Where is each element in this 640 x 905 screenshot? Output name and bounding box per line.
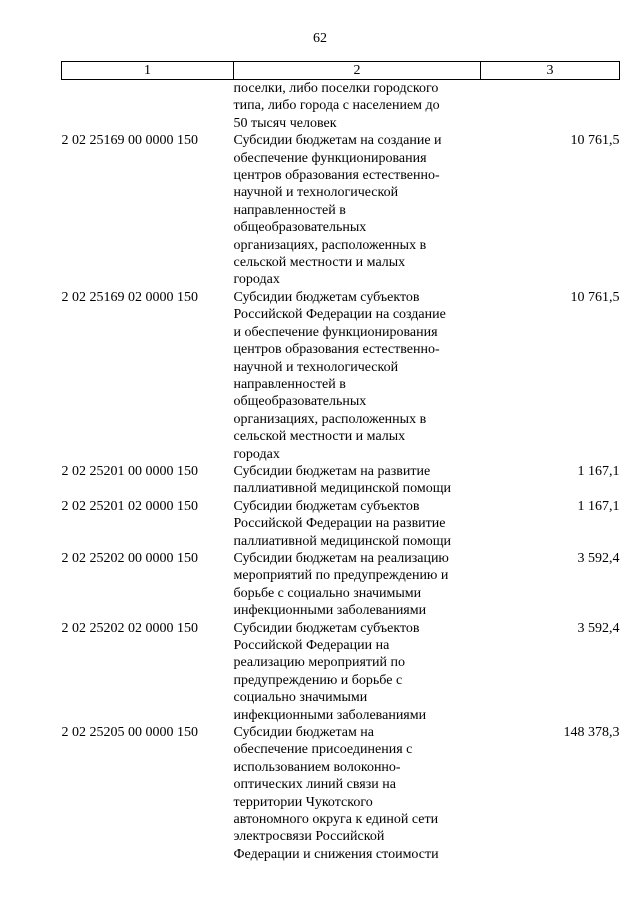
description-line: организациях, расположенных в	[233, 237, 427, 253]
description-line: Российской Федерации на	[233, 638, 390, 653]
description-line: центров образования естественно-	[233, 168, 440, 184]
description-line: типа, либо города с населением до	[233, 98, 440, 114]
description-line: Федерации и снижения стоимости	[233, 846, 439, 862]
budget-code	[62, 80, 234, 133]
amount: 10 761,5	[570, 289, 620, 305]
description-line: автономного округа к единой сети	[233, 812, 439, 828]
table-row	[62, 498, 620, 550]
description-line: общеобразовательных	[233, 394, 367, 410]
description-line: Субсидии бюджетам субъектов	[233, 620, 420, 636]
description-line: центров образования естественно-	[233, 342, 440, 358]
description-cell	[234, 132, 481, 289]
budget-table	[61, 61, 620, 863]
description-cell	[234, 498, 481, 550]
description-line: направленностей в	[233, 202, 346, 218]
description-line: Субсидии бюджетам на реализацию	[233, 550, 449, 566]
description-cell	[234, 463, 481, 498]
budget-code: 2 02 25205 00 0000 150	[61, 725, 198, 741]
table-row	[62, 724, 620, 863]
description-line: городах	[233, 446, 280, 462]
description-cell	[234, 724, 481, 863]
amount	[481, 80, 620, 133]
description-line: паллиативной медицинской помощи	[233, 481, 451, 497]
description-line: Субсидии бюджетам на развитие	[233, 463, 431, 479]
description-cell	[234, 620, 481, 724]
description-line: предупреждению и борьбе с	[233, 672, 403, 688]
table-row	[62, 80, 620, 133]
description-line: Субсидии бюджетам на создание и	[233, 133, 442, 149]
description-line: инфекционными заболеваниями	[233, 603, 427, 619]
table-row	[62, 463, 620, 498]
description-line: городах	[233, 272, 280, 288]
table-header	[62, 62, 620, 80]
description-line: Российской Федерации на создание	[233, 307, 446, 323]
table-body	[62, 80, 620, 864]
description-line: общеобразовательных	[233, 220, 367, 236]
table-row	[62, 289, 620, 463]
description-line: паллиативной медицинской помощи	[233, 533, 451, 549]
description-line: борьбе с социально значимыми	[233, 585, 422, 601]
budget-code: 2 02 25202 00 0000 150	[61, 550, 198, 566]
budget-code: 2 02 25169 02 0000 150	[61, 289, 198, 305]
budget-code: 2 02 25201 00 0000 150	[61, 463, 198, 479]
column-header-1: 1	[62, 62, 234, 80]
description-cell	[234, 550, 481, 620]
table-row	[62, 132, 620, 289]
description-line: территории Чукотского	[233, 794, 373, 810]
amount: 3 592,4	[577, 550, 620, 566]
description-line: Субсидии бюджетам субъектов	[233, 289, 420, 305]
description-line: Субсидии бюджетам субъектов	[233, 498, 420, 514]
description-line: научной и технологической	[233, 359, 399, 375]
description-line: использованием волоконно-	[233, 759, 401, 775]
description-line: оптических линий связи на	[233, 777, 396, 793]
budget-code: 2 02 25169 00 0000 150	[61, 133, 198, 149]
description-line: Российской Федерации на развитие	[233, 516, 446, 532]
description-line: обеспечение функционирования	[233, 150, 427, 166]
description-line: социально значимыми	[233, 690, 368, 706]
description-line: направленностей в	[233, 376, 346, 392]
column-header-3: 3	[481, 62, 620, 80]
budget-code: 2 02 25202 02 0000 150	[61, 620, 198, 636]
table-row	[62, 620, 620, 724]
description-cell	[234, 289, 481, 463]
page-number: 62	[313, 31, 327, 46]
description-line: поселки, либо поселки городского	[233, 81, 439, 96]
amount: 1 167,1	[577, 498, 620, 514]
description-line: сельской местности и малых	[233, 255, 406, 271]
description-line: 50 тысяч человек	[233, 115, 337, 131]
column-header-2: 2	[234, 62, 481, 80]
amount: 1 167,1	[577, 463, 620, 479]
description-line: реализацию мероприятий по	[233, 655, 405, 671]
description-line: обеспечение присоединения с	[233, 742, 413, 758]
description-line: сельской местности и малых	[233, 429, 406, 445]
description-line: организациях, расположенных в	[233, 411, 427, 427]
description-cell	[234, 80, 481, 133]
budget-code: 2 02 25201 02 0000 150	[61, 498, 198, 514]
amount: 10 761,5	[570, 133, 620, 149]
description-line: Субсидии бюджетам на	[233, 725, 375, 741]
description-line: и обеспечение функционирования	[233, 324, 438, 340]
description-line: инфекционными заболеваниями	[233, 707, 427, 723]
table-row	[62, 550, 620, 620]
description-line: научной и технологической	[233, 185, 399, 201]
description-line: электросвязи Российской	[233, 829, 385, 845]
description-line: мероприятий по предупреждению и	[233, 568, 449, 584]
amount: 3 592,4	[577, 620, 620, 636]
amount: 148 378,3	[563, 725, 620, 741]
